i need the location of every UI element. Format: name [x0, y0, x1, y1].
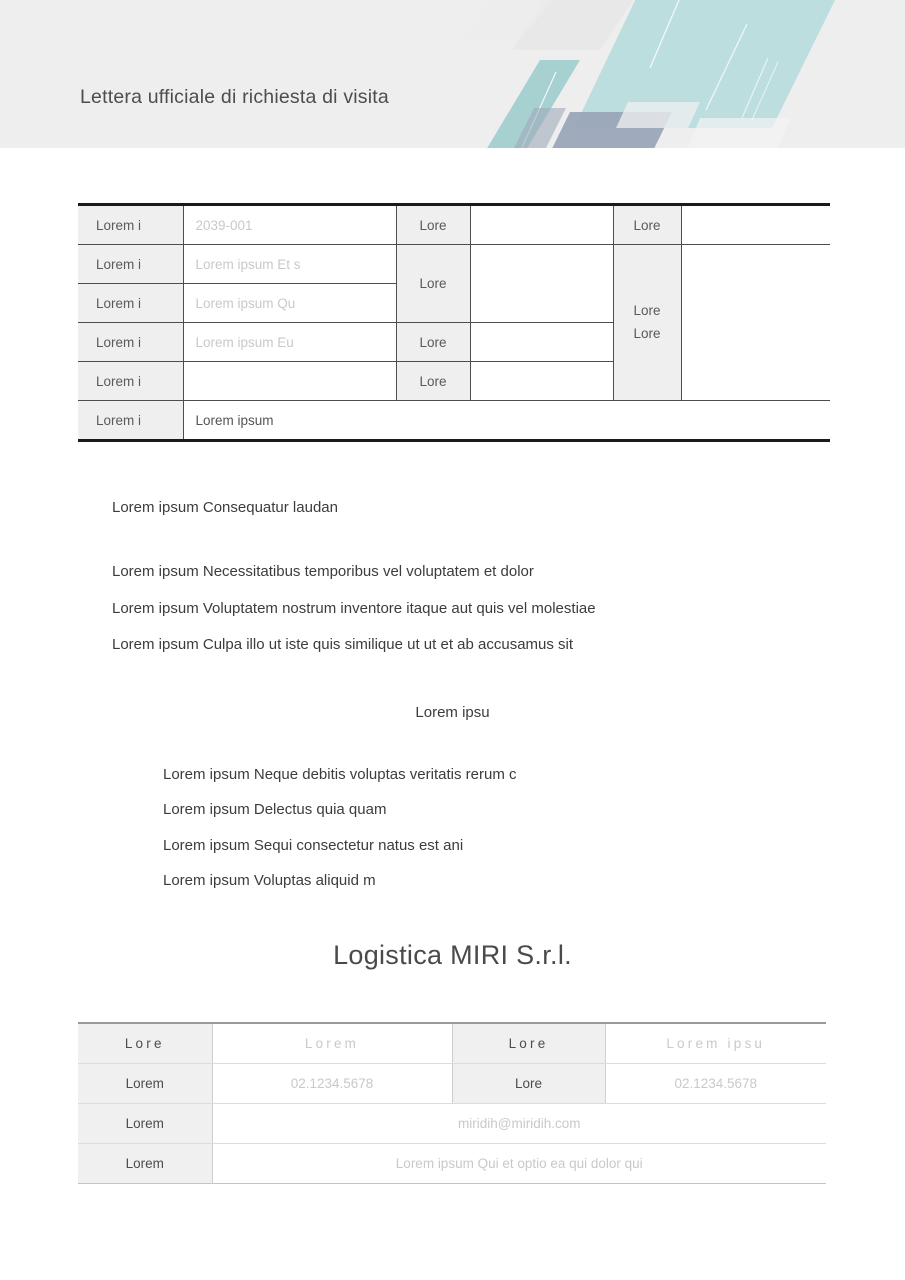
- row-value[interactable]: 2039-001: [183, 205, 396, 245]
- row-value[interactable]: Lorem ipsum Et s: [183, 245, 396, 284]
- letter-paragraph: Lorem ipsum Culpa illo ut iste quis similique ut ut et ab accusamus sit: [112, 635, 574, 653]
- row-label: Lorem i: [78, 205, 183, 245]
- row-label: Lorem i: [78, 284, 183, 323]
- contact-value-2[interactable]: Lorem ipsu: [605, 1023, 826, 1064]
- row-mid-value[interactable]: [470, 245, 613, 323]
- contact-table-wrapper: [78, 1022, 826, 1184]
- row-right-label: Lore: [613, 205, 681, 245]
- row-right-label-line-2: Lore: [633, 325, 661, 341]
- contact-value[interactable]: 02.1234.5678: [212, 1064, 452, 1104]
- row-label: Lorem i: [78, 401, 183, 441]
- contact-value[interactable]: Lorem ipsum Qui et optio ea qui dolor qui: [212, 1144, 826, 1184]
- row-mid-label: Lore: [396, 323, 470, 362]
- letter-body: [112, 498, 812, 655]
- request-details-table: [78, 203, 830, 442]
- list-item: Lorem ipsum Sequi consectetur natus est ani: [163, 836, 464, 854]
- letter-lead-line: Lorem ipsum Consequatur laudan: [112, 499, 338, 516]
- row-right-value[interactable]: [681, 245, 830, 401]
- row-mid-label: Lore: [396, 205, 470, 245]
- letter-paragraph: Lorem ipsum Necessitatibus temporibus vel voluptatem et dolor: [112, 563, 534, 581]
- row-mid-label: Lore: [396, 245, 470, 323]
- contact-label: Lorem: [78, 1064, 212, 1104]
- row-mid-value[interactable]: [470, 323, 613, 362]
- row-value[interactable]: Lorem ipsum: [183, 401, 830, 441]
- table-row: [78, 1104, 826, 1144]
- contact-value-2[interactable]: 02.1234.5678: [605, 1064, 826, 1104]
- row-label: Lorem i: [78, 245, 183, 284]
- row-mid-label: Lore: [396, 362, 470, 401]
- contact-label: Lore: [78, 1023, 212, 1064]
- header-decoration: [0, 0, 905, 148]
- contact-table: [78, 1022, 826, 1184]
- page-title: Lettera ufficiale di richiesta di visita: [80, 86, 389, 108]
- table-row: [78, 1023, 826, 1064]
- company-name: Logistica MIRI S.r.l.: [333, 940, 572, 970]
- contact-label: Lorem: [78, 1104, 212, 1144]
- row-label: Lorem i: [78, 362, 183, 401]
- contact-label: Lorem: [78, 1144, 212, 1184]
- row-value[interactable]: [183, 362, 396, 401]
- table-row: [78, 205, 830, 245]
- request-details-table-wrapper: [78, 203, 830, 442]
- letter-list: [163, 765, 803, 891]
- table-row: [78, 1064, 826, 1104]
- centered-note: Lorem ipsu: [415, 704, 490, 721]
- row-right-label-stacked: [613, 245, 681, 401]
- document-header: [0, 0, 905, 148]
- list-item: Lorem ipsum Voluptas aliquid m: [163, 871, 376, 889]
- row-value[interactable]: Lorem ipsum Qu: [183, 284, 396, 323]
- table-row: [78, 401, 830, 441]
- contact-value[interactable]: miridih@miridih.com: [212, 1104, 826, 1144]
- row-right-value[interactable]: [681, 205, 830, 245]
- row-value[interactable]: Lorem ipsum Eu: [183, 323, 396, 362]
- row-mid-value[interactable]: [470, 205, 613, 245]
- contact-value[interactable]: Lorem: [212, 1023, 452, 1064]
- list-item: Lorem ipsum Neque debitis voluptas veritatis rerum c: [163, 766, 517, 783]
- row-label: Lorem i: [78, 323, 183, 362]
- contact-label-2: Lore: [452, 1023, 605, 1064]
- table-row: [78, 1144, 826, 1184]
- row-right-label-line-1: Lore: [633, 303, 661, 319]
- list-item: Lorem ipsum Delectus quia quam: [163, 801, 387, 819]
- row-mid-value[interactable]: [470, 362, 613, 401]
- contact-label-2: Lore: [452, 1064, 605, 1104]
- letter-paragraph: Lorem ipsum Voluptatem nostrum inventore itaque aut quis vel molestiae: [112, 599, 596, 617]
- table-row: [78, 245, 830, 284]
